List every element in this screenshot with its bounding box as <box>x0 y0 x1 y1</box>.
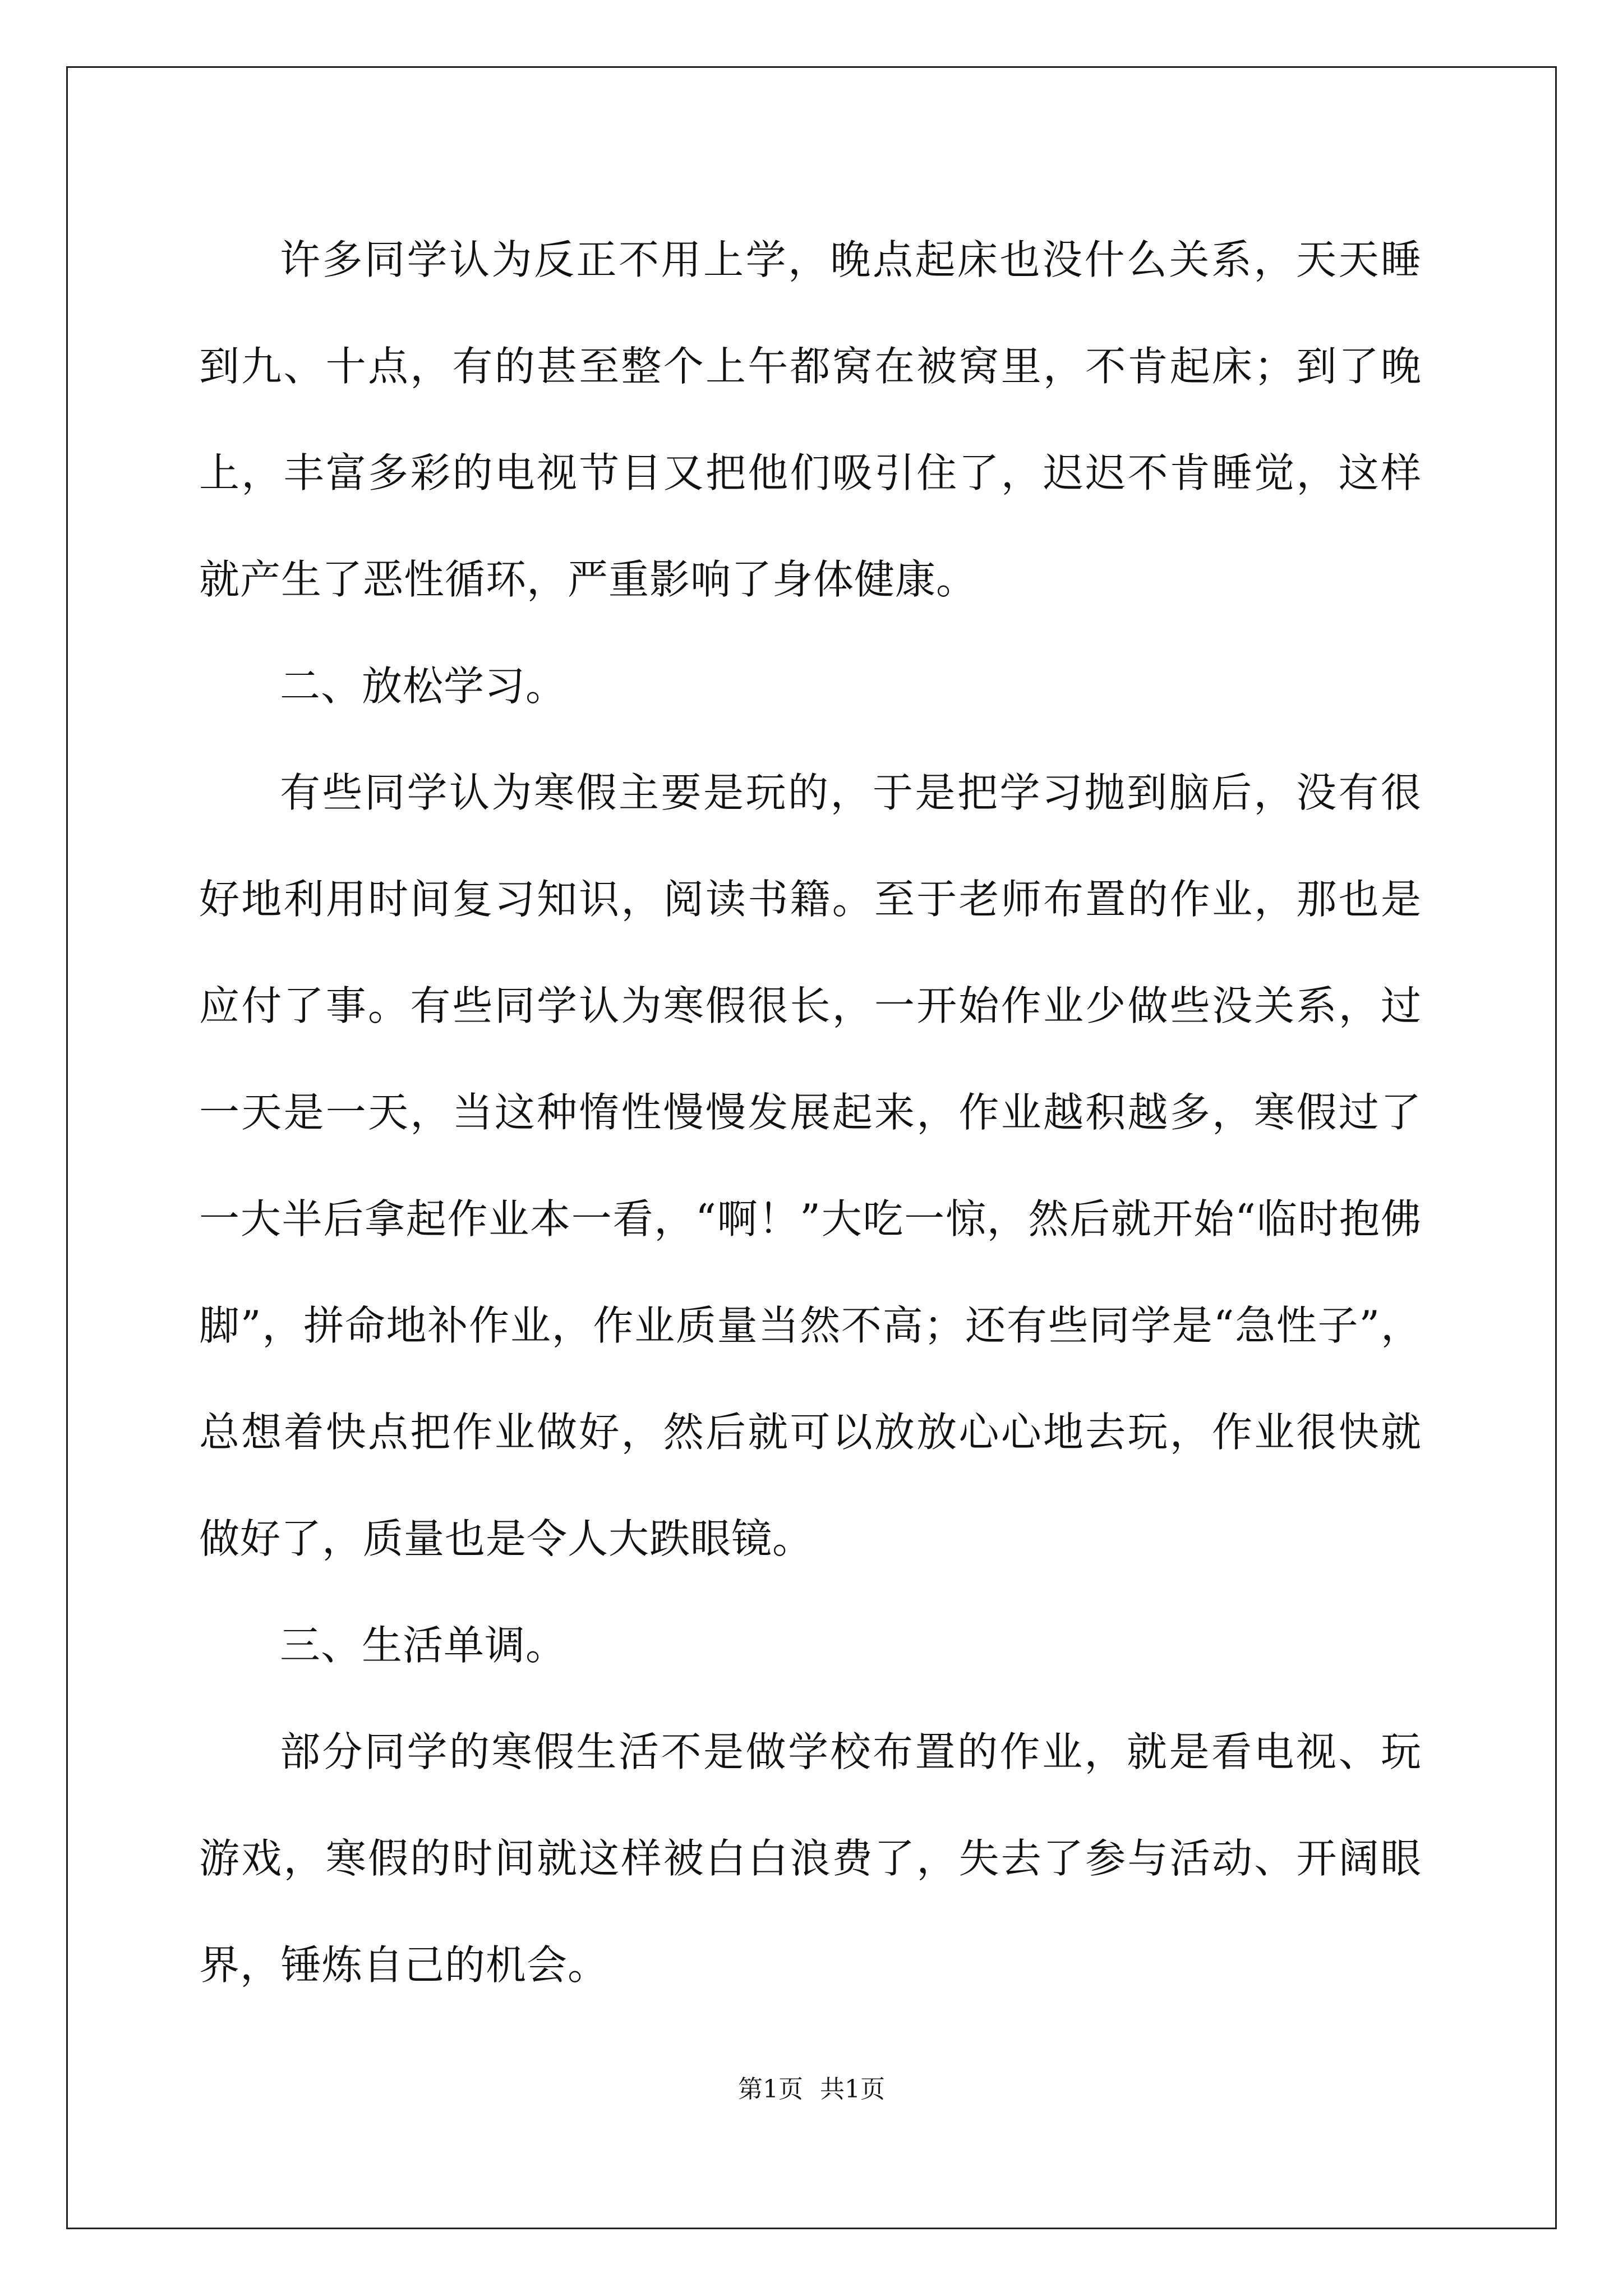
document-body <box>199 206 1422 2018</box>
page-number-current: 第1页 <box>738 2075 803 2104</box>
section-heading-relax-study: 二、放松学习。 <box>280 662 567 710</box>
page-number-total: 共1页 <box>820 2075 885 2104</box>
paragraph-sleep-schedule: 许多同学认为反正不用上学，晚点起床也没什么关系，天天睡到九、十点，有的甚至整个上午都窝在被窝里，不肯起床；到了晚上，丰富多彩的电视节目又把他们吸引住了，迟迟不肯睡觉，这样就产生了恶性循环，严重影响了身体健康。 <box>199 236 1422 603</box>
paragraph-homework: 有些同学认为寒假主要是玩的，于是把学习抛到脑后，没有很好地利用时间复习知识，阅读书籍。至于老师布置的作业，那也是应付了事。有些同学认为寒假很长，一开始作业少做些没关系，过一天是一天，当这种惰性慢慢发展起来，作业越积越多，寒假过了一大半后拿起作业本一看，“啊！”大吃一惊，然后就开始“临时抱佛脚”，拼命地补作业，作业质量当然不高；还有些同学是“急性子”，总想着快点把作业做好，然后就可以放放心心地去玩，作业很快就做好了，质量也是令人大跌眼镜。 <box>199 769 1422 1562</box>
paragraph-wasted-time: 部分同学的寒假生活不是做学校布置的作业，就是看电视、玩游戏，寒假的时间就这样被白白浪费了，失去了参与活动、开阔眼界，锤炼自己的机会。 <box>199 1728 1422 1989</box>
section-heading-monotonous-life: 三、生活单调。 <box>280 1622 567 1669</box>
page-footer <box>0 2073 1623 2106</box>
